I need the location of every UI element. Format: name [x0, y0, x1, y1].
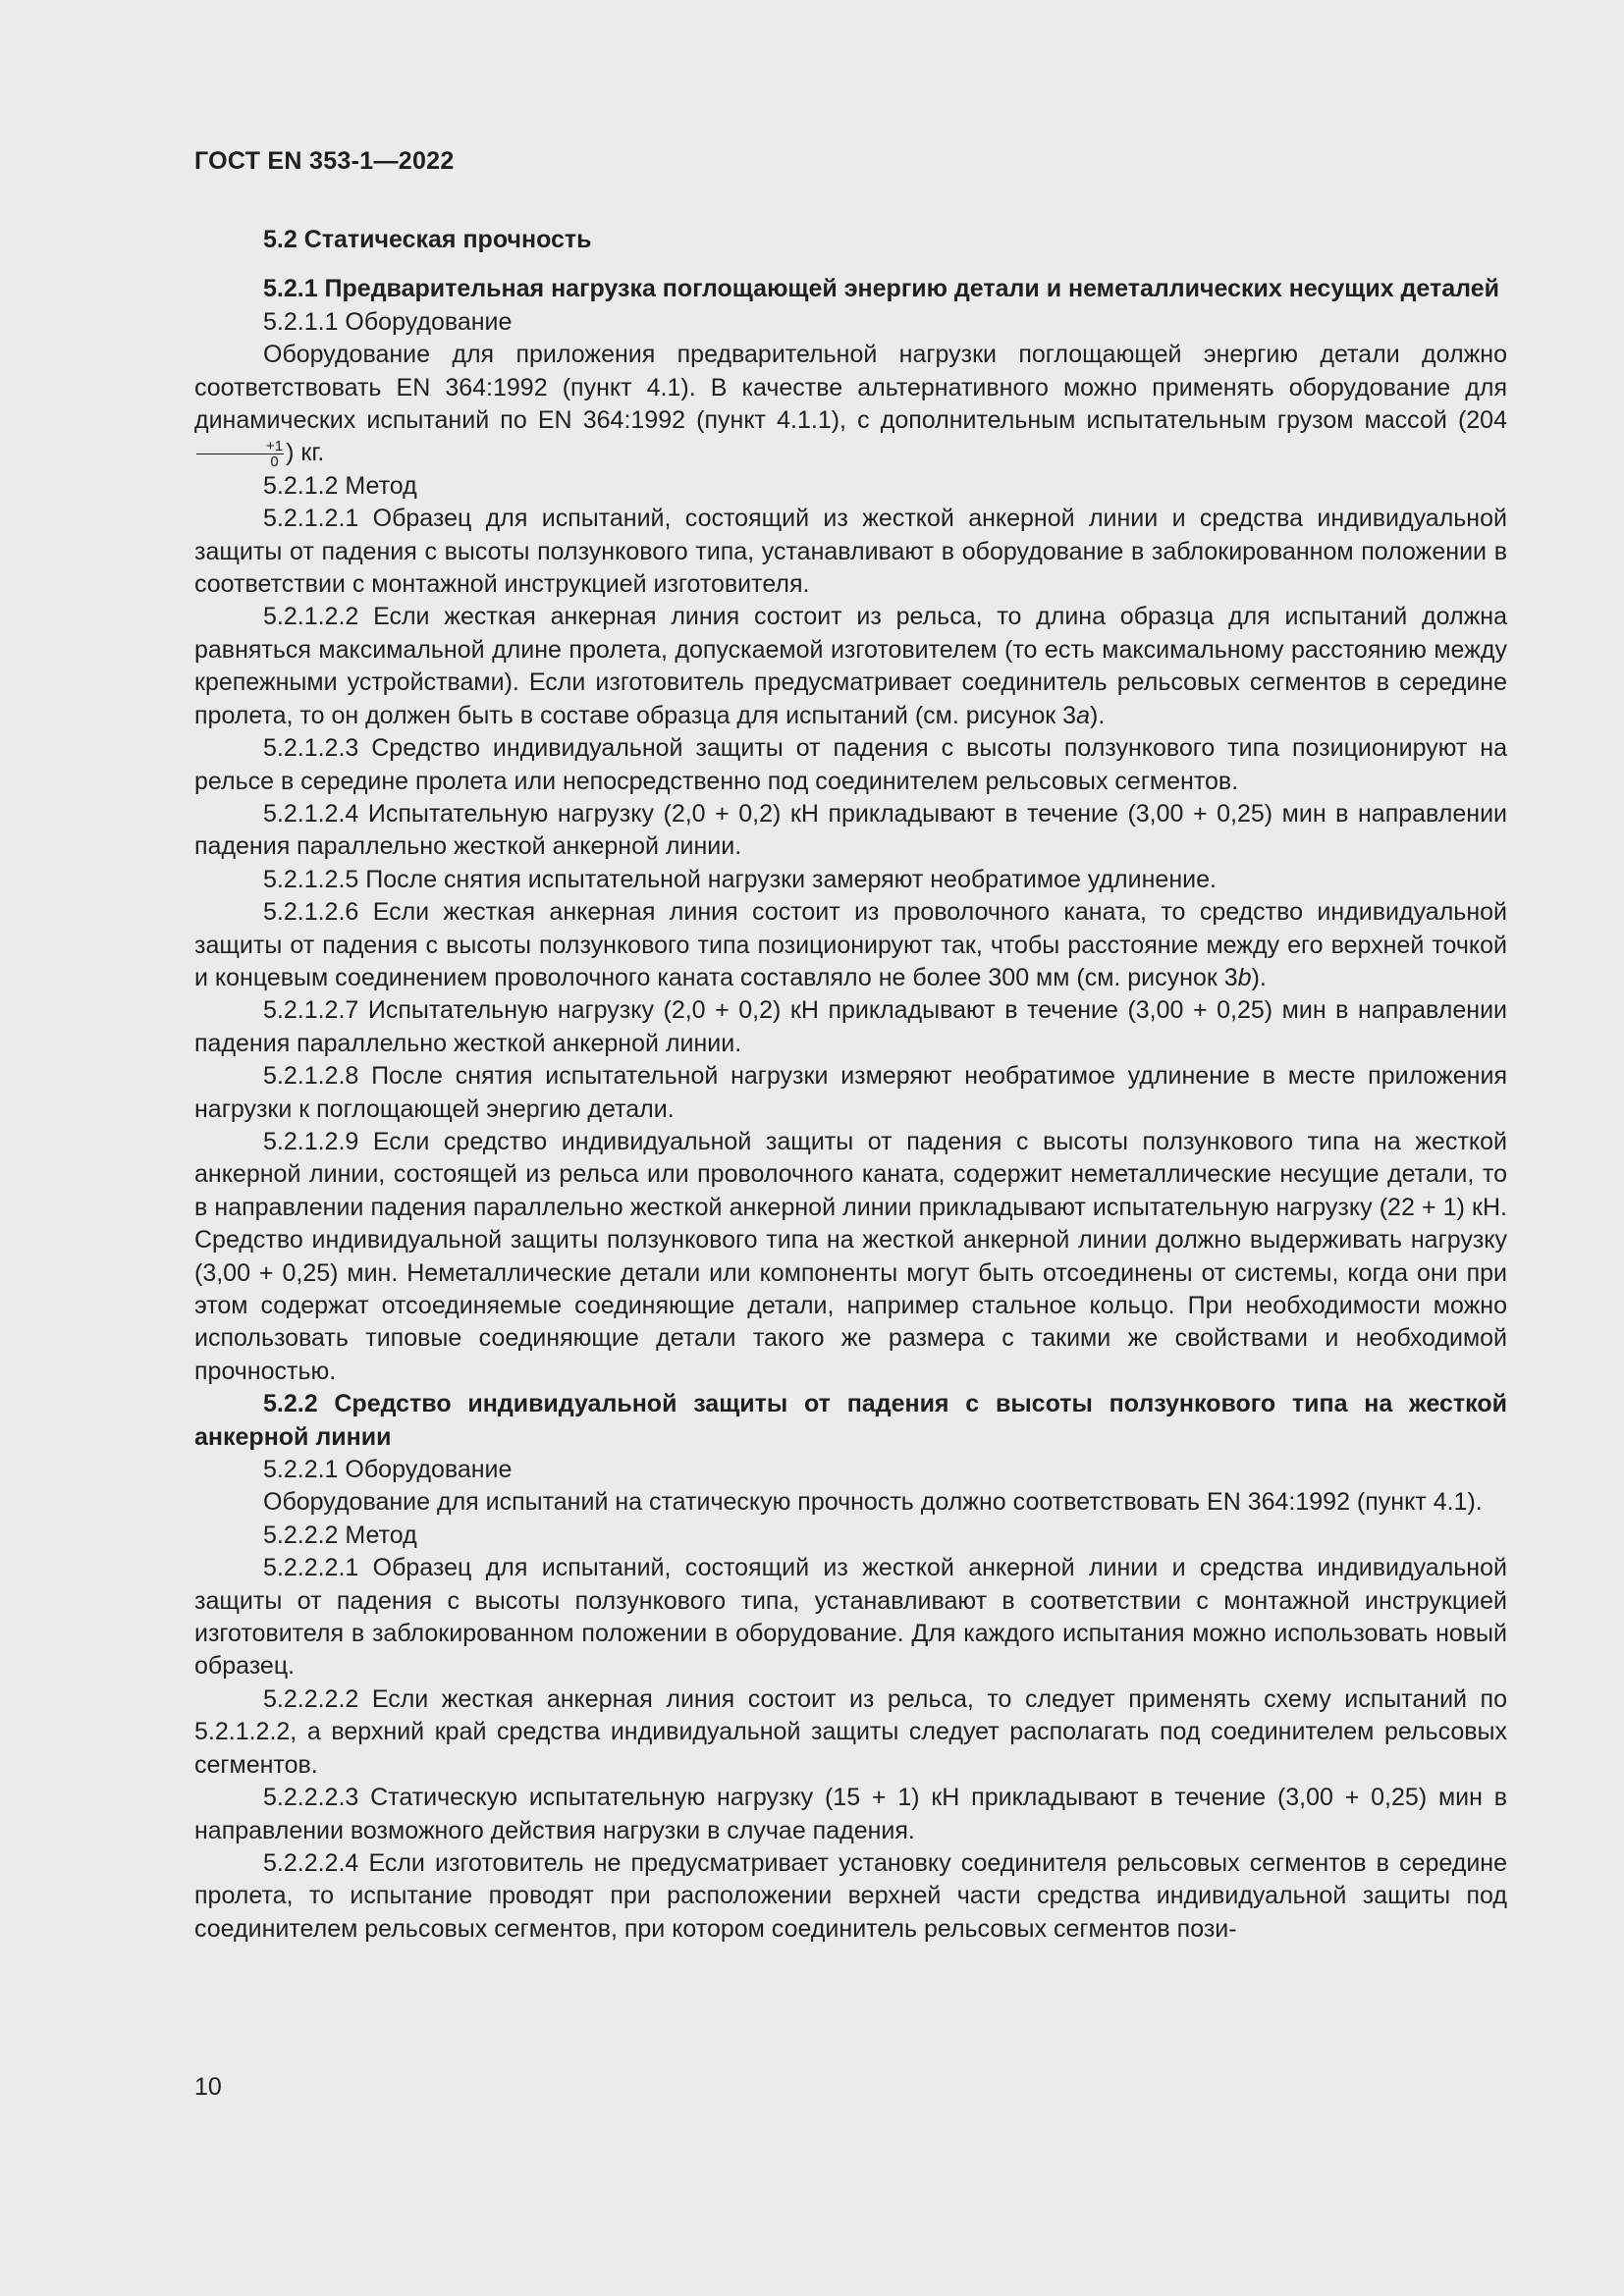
paragraph-equipment [194, 339, 1507, 470]
standard-designation: ГОСТ EN 353-1—2022 [194, 147, 455, 175]
figure-ref-italic: a [1076, 701, 1090, 729]
subsection-heading-5-2-2: 5.2.2 Средство индивидуальной защиты от падения с высоты ползункового типа на жесткой анкерной линии [194, 1390, 1507, 1451]
tolerance-upper: +1 [196, 439, 284, 454]
page-number: 10 [194, 2073, 222, 2101]
clause-heading-5-2-1-2: 5.2.1.2 Метод [263, 471, 417, 500]
figure-ref-italic: b [1237, 963, 1252, 991]
clause-heading-5-2-2-2: 5.2.2.2 Метод [263, 1521, 417, 1549]
clause-5-2-1-2-2 [194, 601, 1507, 732]
clause-heading-5-2-1-1: 5.2.1.1 Оборудование [263, 307, 513, 336]
document-body [194, 224, 1507, 1946]
clause-heading-5-2-2-1: 5.2.2.1 Оборудование [263, 1456, 513, 1484]
clause-5-2-1-2-6 [194, 896, 1507, 994]
clause-5-2-1-2-1: 5.2.1.2.1 Образец для испытаний, состоящий из жесткой анкерной линии и средства индивидуальной защиты от падения с высоты ползункового типа, устанавливают в оборудование в заблокированном положении в соответствии с монтажной инструкцией изготовителя. [194, 505, 1507, 599]
clause-5-2-2-2-2: 5.2.2.2.2 Если жесткая анкерная линия состоит из рельса, то следует применять схему испытаний по 5.2.1.2.2, а верхний край средства индивидуальной защиты следует располагать под соединителем рельсовых сегментов. [194, 1684, 1507, 1779]
clause-5-2-2-2-4: 5.2.2.2.4 Если изготовитель не предусматривает установку соединителя рельсовых сегментов в середине пролета, то испытание проводят при расположении верхней части средства индивидуальной защиты под соединителем рельсовых сегментов, при котором соединитель рельсовых сегментов пози- [194, 1848, 1507, 1943]
clause-5-2-1-2-2-text: 5.2.1.2.2 Если жесткая анкерная линия состоит из рельса, то длина образца для испытаний должна равняться максимальной длине пролета, допускаемой изготовителем (то есть максимальному расстоянию между крепежными устройствами). Если изготовитель предусматривает соединитель рельсовых сегментов в середине пролета, то он должен быть в составе образца для испытаний (см. рисунок 3 [194, 603, 1507, 729]
clause-5-2-1-2-6-tail: ). [1251, 963, 1267, 991]
clause-5-2-1-2-9: 5.2.1.2.9 Если средство индивидуальной защиты от падения с высоты ползункового типа на жесткой анкерной линии, состоящей из рельса или проволочного каната, содержит неметаллические несущие детали, то в направлении падения параллельно жесткой анкерной линии прикладывают испытательную нагрузку (22 + 1) кН. Средство индивидуальной защиты ползункового типа на жесткой анкерной линии должно выдерживать нагрузку (3,00 + 0,25) мин. Неметаллические детали или компоненты могут быть отсоединены от системы, когда они при этом содержат отсоединяемые соединяющие детали, например стальное кольцо. При необходимости можно использовать типовые соединяющие детали такого же размера с такими же свойствами и необходимой прочностью. [194, 1127, 1507, 1385]
clause-5-2-1-2-3: 5.2.1.2.3 Средство индивидуальной защиты от падения с высоты ползункового типа позиционируют на рельсе в середине пролета или непосредственно под соединителем рельсовых сегментов. [194, 734, 1507, 795]
clause-5-2-1-2-2-tail: ). [1090, 701, 1106, 729]
clause-5-2-1-2-8: 5.2.1.2.8 После снятия испытательной нагрузки измеряют необратимое удлинение в месте приложения нагрузки к поглощающей энергию детали. [194, 1062, 1507, 1123]
paragraph-equipment-text: Оборудование для приложения предварительной нагрузки поглощающей энергию детали должно соответствовать EN 364:1992 (пункт 4.1). В качестве альтернативного можно применять оборудование для динамических испытаний по EN 364:1992 (пункт 4.1.1), с дополнительным испытательным грузом массой (204 [194, 341, 1507, 435]
clause-5-2-2-2-3: 5.2.2.2.3 Статическую испытательную нагрузку (15 + 1) кН прикладывают в течение (3,00 + 0,25) мин в направлении возможного действия нагрузки в случае падения. [194, 1784, 1507, 1844]
paragraph-static-equipment: Оборудование для испытаний на статическую прочность должно соответствовать EN 364:1992 (пункт 4.1). [263, 1488, 1483, 1517]
subsection-heading-5-2-1: 5.2.1 Предварительная нагрузка поглощающей энергию детали и неметаллических несущих деталей [263, 275, 1499, 303]
tolerance-lower: 0 [270, 454, 279, 471]
clause-5-2-2-2-1: 5.2.2.2.1 Образец для испытаний, состоящий из жесткой анкерной линии и средства индивидуальной защиты от падения с высоты ползункового типа, устанавливают в соответствии с монтажной инструкцией изготовителя в заблокированном положении в оборудование. Для каждого испытания можно использовать новый образец. [194, 1554, 1507, 1681]
paragraph-equipment-tail: ) кг. [286, 439, 325, 467]
mass-tolerance-fraction [196, 439, 284, 469]
clause-5-2-1-2-6-text: 5.2.1.2.6 Если жесткая анкерная линия состоит из проволочного каната, то средство индивидуальной защиты от падения с высоты ползункового типа позиционируют так, чтобы расстояние между его верхней точкой и концевым соединением проволочного каната составляло не более 300 мм (см. рисунок 3 [194, 898, 1507, 991]
clause-5-2-1-2-7: 5.2.1.2.7 Испытательную нагрузку (2,0 + 0,2) кН прикладывают в течение (3,00 + 0,25) мин в направлении падения параллельно жесткой анкерной линии. [194, 996, 1507, 1057]
section-heading-5-2: 5.2 Статическая прочность [263, 226, 592, 253]
clause-5-2-1-2-4: 5.2.1.2.4 Испытательную нагрузку (2,0 + 0,2) кН прикладывают в течение (3,00 + 0,25) мин в направлении падения параллельно жесткой анкерной линии. [194, 799, 1507, 861]
clause-5-2-1-2-5: 5.2.1.2.5 После снятия испытательной нагрузки замеряют необратимое удлинение. [263, 865, 1217, 893]
